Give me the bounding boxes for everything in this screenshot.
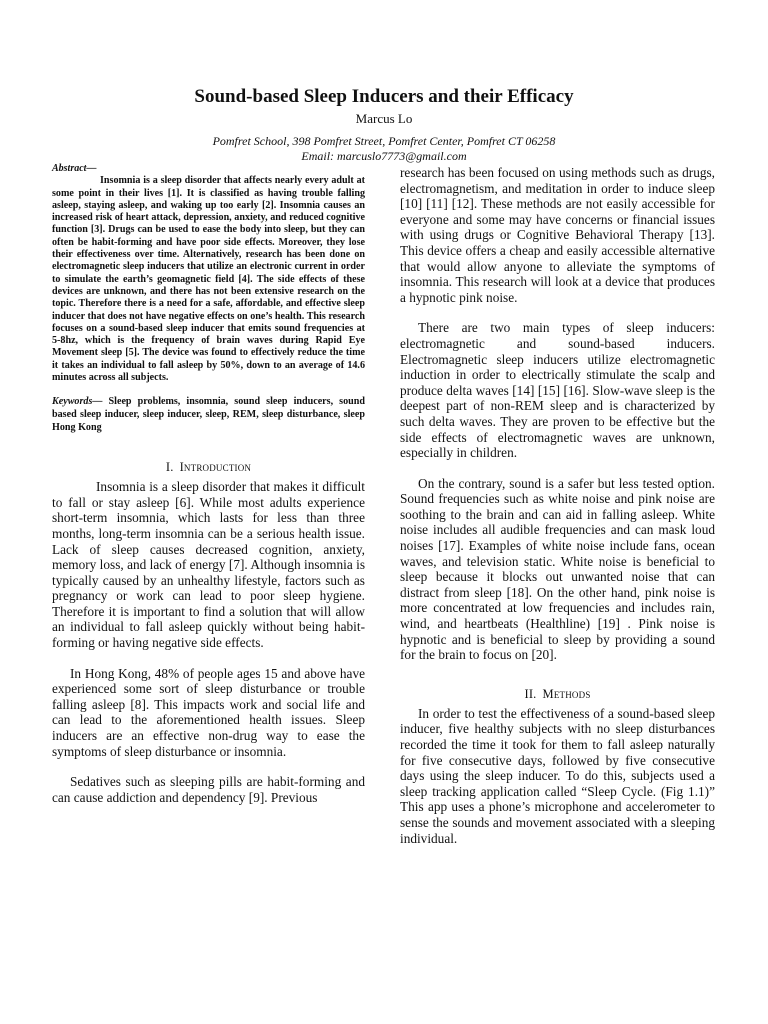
right-column xyxy=(400,165,715,846)
intro-paragraph-1: Insomnia is a sleep disorder that makes it difficult to fall or stay asleep [6]. While most adults experience short-term insomnia, which lasts for less than three months, long-term insomnia can be a serious health issue. Lack of sleep causes decreased cognition, anxiety, memory loss, and lack of energy [7]. Although insomnia is typically caused by an unhealthy lifestyle, factors such as pregnancy or work can lead to poor sleep hygiene. Therefore it is important to find a solution that will allow an individual to fall asleep quickly without being habit-forming or having negative side effects. xyxy=(52,479,365,651)
abstract-text: Insomnia is a sleep disorder that affects nearly every adult at some point in their lives [1]. It is classified as having trouble falling asleep, staying asleep, and waking up too early [2]. Insomnia causes an increased risk of heart attack, depression, anxiety, and reduced cognitive function [3]. Drugs can be used to ease the body into sleep, but they can often be habit-forming and have poor side effects. Moreover, they lose their effectiveness over time. Alternatively, research has been done on electromagnetic sleep inducers that utilize an electronic current in order to simulate the earth’s geomagnetic field [4]. The side effects of these devices are unknown, and there has not been extensive research on the topic. Therefore there is a need for a safe, affordable, and effective sleep inducer that does not have negative effects on one’s health. This research focuses on a sound-based sleep inducer that emits sound frequencies at 5-8hz, which is the frequency of brain waves during Rapid Eye Movement sleep [5]. The device was found to effectively reduce the time it takes an individual to fall asleep by 50%, down to an average of 14.6 minutes across all subjects. xyxy=(52,175,365,384)
section-heading-methods xyxy=(400,687,715,702)
methods-paragraph-1: In order to test the effectiveness of a sound-based sleep inducer, five healthy subjects with no sleep disturbances recorded the time it took for them to fall asleep naturally for five consecutive days, followed by five consecutive days using the sleep inducer. To do this, subjects used a sleep tracking application called “Sleep Cycle. (Fig 1.1)” This app uses a phone’s microphone and accelerometer to sense the sounds and movement associated with a sleeping individual. xyxy=(400,705,715,846)
intro-paragraph-2: In Hong Kong, 48% of people ages 15 and above have experienced some sort of sleep disturbance or trouble falling asleep [8]. This impacts work and social life and can lead to the aforementioned health issues. Sleep inducers are an effective non-drug way to ease the symptoms of sleep disturbance or insomnia. xyxy=(52,665,365,759)
affiliation-block xyxy=(0,134,768,164)
body-paragraph-sleep-inducers: There are two main types of sleep inducers: electromagnetic and sound-based inducers. Electromagnetic sleep inducers utilize electromagnetic induction in order to electrically stimulate the scalp and produce delta waves [14] [15] [16]. Slow-wave sleep is the deepest part of non-REM sleep and is characterized by such delta waves. They are proven to be effective but the side effects of electromagnetic waves are unknown, especially in children. xyxy=(400,320,715,461)
author-name: Marcus Lo xyxy=(355,111,413,126)
abstract-label: Abstract— xyxy=(52,163,97,174)
keywords-label: Keywords— xyxy=(52,396,103,408)
abstract xyxy=(52,163,365,384)
body-paragraph-sound: On the contrary, sound is a safer but less tested option. Sound frequencies such as white noise and pink noise are soothing to the brain and can aid in falling asleep. White noise includes all audible frequencies and can mask loud noises [17]. Examples of white noise include fans, ocean waves, and television static. White noise is beneficial to sleep because it blocks out unwanted noise that can distract from sleep [18]. On the other hand, pink noise is more concentrated at low frequencies and includes rain, wind, and heartbeats (Healthline) [19] . Pink noise is hypnotic and is beneficial to sleep by providing a sound for the brain to focus on [20]. xyxy=(400,475,715,663)
intro-paragraph-3: Sedatives such as sleeping pills are habit-forming and can cause addiction and dependency [9]. Previous xyxy=(52,774,365,805)
section-title: Introduction xyxy=(179,460,252,475)
affiliation-address: Pomfret School, 398 Pomfret Street, Pomfret Center, Pomfret CT 06258 xyxy=(212,134,556,148)
left-column xyxy=(52,163,365,805)
section-number: II. xyxy=(524,686,537,701)
section-number: I. xyxy=(165,460,174,475)
keywords xyxy=(52,396,365,434)
paper-title: Sound-based Sleep Inducers and their Efficacy xyxy=(194,86,574,107)
section-heading-introduction xyxy=(52,460,365,475)
keywords-text: Sleep problems, insomnia, sound sleep inducers, sound based sleep inducer, sleep inducer, sleep, REM, sleep disturbance, sleep Hong Kong xyxy=(52,396,365,433)
body-paragraph-continued: research has been focused on using methods such as drugs, electromagnetism, and meditation in order to induce sleep [10] [11] [12]. These methods are not easily accessible for everyone and some may have concerns or financial issues with using drugs or Cognitive Behavioral Therapy [13]. This device offers a cheap and easily accessible alternative that would allow anyone to alleviate the symptoms of insomnia. This research will look at a device that produces a hypnotic pink noise. xyxy=(400,165,715,305)
affiliation-email: Email: marcuslo7773@gmail.com xyxy=(301,149,467,163)
section-title: Methods xyxy=(542,686,591,701)
